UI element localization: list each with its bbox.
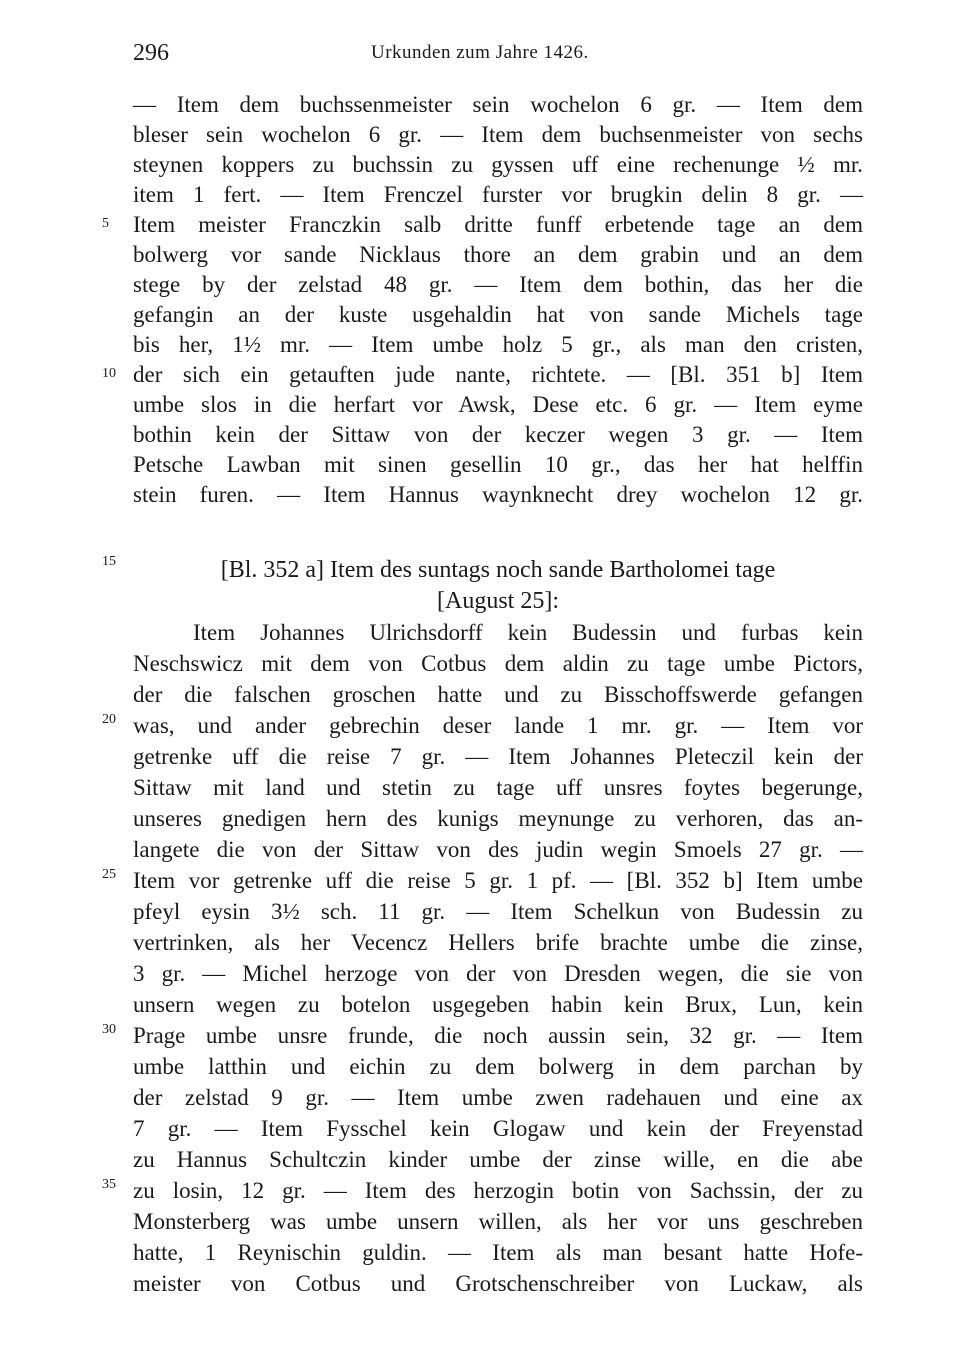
text-line: zu losin, 12 gr. — Item des herzogin botin von Sachssin, der zu: [133, 1178, 863, 1203]
text-line: der die falschen groschen hatte und zu Bisschoffswerde gefangen: [133, 682, 863, 707]
section-heading: [Bl. 352 a] Item des suntags noch sande Bartholomei tage: [220, 557, 776, 583]
text-line: item 1 fert. — Item Frenczel furster vor brugkin delin 8 gr. —: [133, 182, 863, 207]
line-number: 20: [102, 712, 116, 727]
text-line: hatte, 1 Reynischin guldin. — Item als man besant hatte Hofe-: [133, 1240, 863, 1265]
running-title: Urkunden zum Jahre 1426.: [371, 42, 589, 63]
line-number: 5: [102, 216, 109, 231]
text-line: — Item dem buchssenmeister sein wochelon 6 gr. — Item dem: [133, 92, 863, 117]
text-line: Neschswicz mit dem von Cotbus dem aldin zu tage umbe Pictors,: [133, 651, 863, 676]
text-line: vertrinken, als her Vecencz Hellers brife brachte umbe die zinse,: [133, 930, 863, 955]
text-line: pfeyl eysin 3½ sch. 11 gr. — Item Schelkun von Budessin zu: [133, 899, 863, 924]
text-line: unseres gnedigen hern des kunigs meynunge zu verhoren, das an-: [133, 806, 863, 831]
text-line: Item Johannes Ulrichsdorff kein Budessin und furbas kein: [193, 620, 863, 645]
text-line: was, und ander gebrechin deser lande 1 mr. gr. — Item vor: [133, 713, 863, 738]
line-number: 35: [102, 1177, 116, 1192]
line-number: 10: [102, 366, 116, 381]
text-line: bothin kein der Sittaw von der keczer wegen 3 gr. — Item: [133, 422, 863, 447]
text-line: Sittaw mit land und stetin zu tage uff unsres foytes begerunge,: [133, 775, 863, 800]
text-line: bleser sein wochelon 6 gr. — Item dem buchsenmeister von sechs: [133, 122, 863, 147]
text-line: Item meister Franczkin salb dritte funff erbetende tage an dem: [133, 212, 863, 237]
line-number: 15: [102, 554, 116, 569]
text-line: steynen koppers zu buchssin zu gyssen uff eine rechenunge ½ mr.: [133, 152, 863, 177]
text-line: stein furen. — Item Hannus waynknecht drey wochelon 12 gr.: [133, 482, 863, 507]
text-line: Petsche Lawban mit sinen gesellin 10 gr., das her hat helffin: [133, 452, 863, 477]
text-line: 3 gr. — Michel herzoge von der von Dresden wegen, die sie von: [133, 961, 863, 986]
line-number: 30: [102, 1022, 116, 1037]
text-line: gefangin an der kuste usgehaldin hat von sande Michels tage: [133, 302, 863, 327]
page-header: [133, 40, 863, 70]
text-line: bis her, 1½ mr. — Item umbe holz 5 gr., als man den cristen,: [133, 332, 863, 357]
text-line: stege by der zelstad 48 gr. — Item dem bothin, das her die: [133, 272, 863, 297]
text-line: unsern wegen zu botelon usgegeben habin kein Brux, Lun, kein: [133, 992, 863, 1017]
text-line: 7 gr. — Item Fysschel kein Glogaw und kein der Freyenstad: [133, 1116, 863, 1141]
text-line: Prage umbe unsre frunde, die noch aussin sein, 32 gr. — Item: [133, 1023, 863, 1048]
text-line: der zelstad 9 gr. — Item umbe zwen radehauen und eine ax: [133, 1085, 863, 1110]
text-line: umbe latthin und eichin zu dem bolwerg in dem parchan by: [133, 1054, 863, 1079]
text-line: getrenke uff die reise 7 gr. — Item Johannes Pleteczil kein der: [133, 744, 863, 769]
text-line: Monsterberg was umbe unsern willen, als her vor uns geschreben: [133, 1209, 863, 1234]
text-line: der sich ein getauften jude nante, richtete. — [Bl. 351 b] Item: [133, 362, 863, 387]
section-heading-date: [August 25]:: [437, 588, 559, 614]
text-line: meister von Cotbus und Grotschenschreiber von Luckaw, als: [133, 1271, 863, 1296]
text-line: zu Hannus Schultczin kinder umbe der zinse wille, en die abe: [133, 1147, 863, 1172]
line-number: 25: [102, 867, 116, 882]
text-line: bolwerg vor sande Nicklaus thore an dem grabin und an dem: [133, 242, 863, 267]
text-line: umbe slos in die herfart vor Awsk, Dese etc. 6 gr. — Item eyme: [133, 392, 863, 417]
page-number: 296: [133, 40, 169, 66]
text-line: langete die von der Sittaw von des judin wegin Smoels 27 gr. —: [133, 837, 863, 862]
text-line: Item vor getrenke uff die reise 5 gr. 1 pf. — [Bl. 352 b] Item umbe: [133, 868, 863, 893]
